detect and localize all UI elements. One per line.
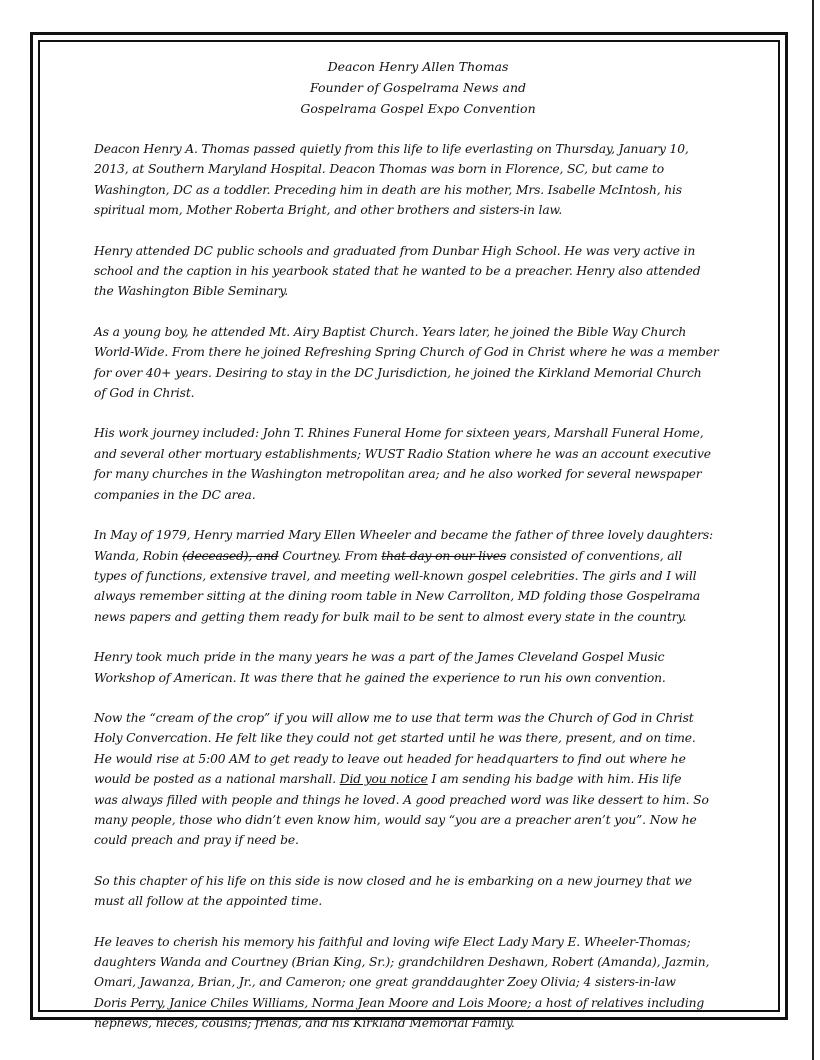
paragraph-family (94, 525, 742, 627)
text-line: His work journey included: John T. Rhines Funeral Home for sixteen years, Marshall Funeral Home, (94, 426, 704, 441)
text-line: Now the “cream of the crop” if you will allow me to use that term was the Church of God in Christ (94, 710, 694, 725)
text-line: 2013, at Southern Maryland Hospital. Deacon Thomas was born in Florence, SC, but came to (94, 162, 664, 177)
paragraph-workshop (94, 647, 742, 688)
text-line: Doris Perry, Janice Chiles Williams, Norma Jean Moore and Lois Moore; a host of relatives including (94, 995, 705, 1010)
text-line: Holy Convercation. He felt like they could not get started until he was there, present, and on time. (94, 731, 696, 746)
text-line: many people, those who didn’t even know him, would say “you are a preacher aren’t you”. Now he (94, 812, 697, 827)
document-body (38, 40, 780, 1031)
text-line: the Washington Bible Seminary. (94, 284, 289, 299)
header-name: Deacon Henry Allen Thomas (327, 59, 509, 74)
text-line: World-Wide. From there he joined Refreshing Spring Church of God in Christ where he was a member (94, 345, 719, 360)
text-line: Omari, Jawanza, Brian, Jr., and Cameron; one great granddaughter Zoey Olivia; 4 sisters-in-law (94, 975, 676, 990)
header-subtitle-2: Gospelrama Gospel Expo Convention (300, 101, 536, 116)
text-line: daughters Wanda and Courtney (Brian King, Sr.); grandchildren Deshawn, Robert (Amanda), Jazmin, (94, 955, 710, 969)
text-line: He would rise at 5:00 AM to get ready to leave out headed for headquarters to find out where he (94, 751, 686, 766)
text-run: Wanda, Robin (94, 548, 183, 563)
paragraph-survivors (94, 932, 742, 1034)
paragraph-passing (94, 139, 742, 221)
text-line: must all follow at the appointed time. (94, 894, 323, 909)
text-run: Courtney. From (278, 548, 382, 563)
text-line: In May of 1979, Henry married Mary Ellen Wheeler and became the father of three lovely daughters: (94, 528, 713, 543)
underlined-text: Did you notice (339, 772, 428, 787)
text-line: Workshop of American. It was there that he gained the experience to run his own convention. (94, 670, 666, 685)
text-line: Henry attended DC public schools and graduated from Dunbar High School. He was very active in (94, 243, 696, 258)
struck-text: that day on our lives (381, 548, 507, 563)
text-line: nephews, nieces, cousins; friends, and his Kirkland Memorial Family. (94, 1016, 515, 1031)
text-line: So this chapter of his life on this side is now closed and he is embarking on a new journey that we (94, 873, 692, 888)
text-line: of God in Christ. (94, 386, 195, 401)
text-run: consisted of conventions, all (506, 548, 682, 563)
text-line: news papers and getting them ready for bulk mail to be sent to almost every state in the country. (94, 609, 687, 624)
header-subtitle-1: Founder of Gospelrama News and (309, 80, 527, 95)
paragraph-convocation (94, 708, 742, 851)
text-line: was always filled with people and things he loved. A good preached word was like dessert to him. So (94, 792, 709, 807)
text-line: and several other mortuary establishments; WUST Radio Station where he was an account executive (94, 446, 711, 461)
struck-text: (deceased), and (182, 548, 279, 563)
text-line (94, 769, 742, 789)
page-edge-line (812, 0, 814, 1060)
text-line: He leaves to cherish his memory his faithful and loving wife Elect Lady Mary E. Wheeler-Thomas; (94, 934, 691, 949)
text-line: could preach and pray if need be. (94, 833, 299, 848)
text-line: Washington, DC as a toddler. Preceding him in death are his mother, Mrs. Isabelle McIntosh, his (94, 182, 682, 197)
text-line: types of functions, extensive travel, and meeting well-known gospel celebrities. The girls and I will (94, 568, 697, 583)
text-line: companies in the DC area. (94, 487, 256, 502)
document-header (94, 56, 742, 119)
text-line: school and the caption in his yearbook stated that he wanted to be a preacher. Henry also attended (94, 264, 701, 279)
text-line: Henry took much pride in the many years he was a part of the James Cleveland Gospel Music (94, 650, 665, 665)
text-line: for many churches in the Washington metropolitan area; and he also worked for several newspaper (94, 467, 702, 482)
paragraph-church (94, 322, 742, 404)
text-line (94, 546, 742, 566)
paragraph-work (94, 423, 742, 505)
text-line: spiritual mom, Mother Roberta Bright, and other brothers and sisters-in law. (94, 203, 563, 218)
paragraph-education (94, 241, 742, 302)
text-run: I am sending his badge with him. His life (427, 772, 682, 787)
paragraph-chapter (94, 871, 742, 912)
text-run: would be posted as a national marshall. (94, 772, 340, 787)
text-line: for over 40+ years. Desiring to stay in the DC Jurisdiction, he joined the Kirkland Memorial Church (94, 365, 702, 380)
text-line: Deacon Henry A. Thomas passed quietly from this life to life everlasting on Thursday, January 10, (94, 142, 689, 156)
text-line: As a young boy, he attended Mt. Airy Baptist Church. Years later, he joined the Bible Way Church (94, 324, 687, 339)
text-line: always remember sitting at the dining room table in New Carrollton, MD folding those Gospelrama (94, 589, 701, 604)
